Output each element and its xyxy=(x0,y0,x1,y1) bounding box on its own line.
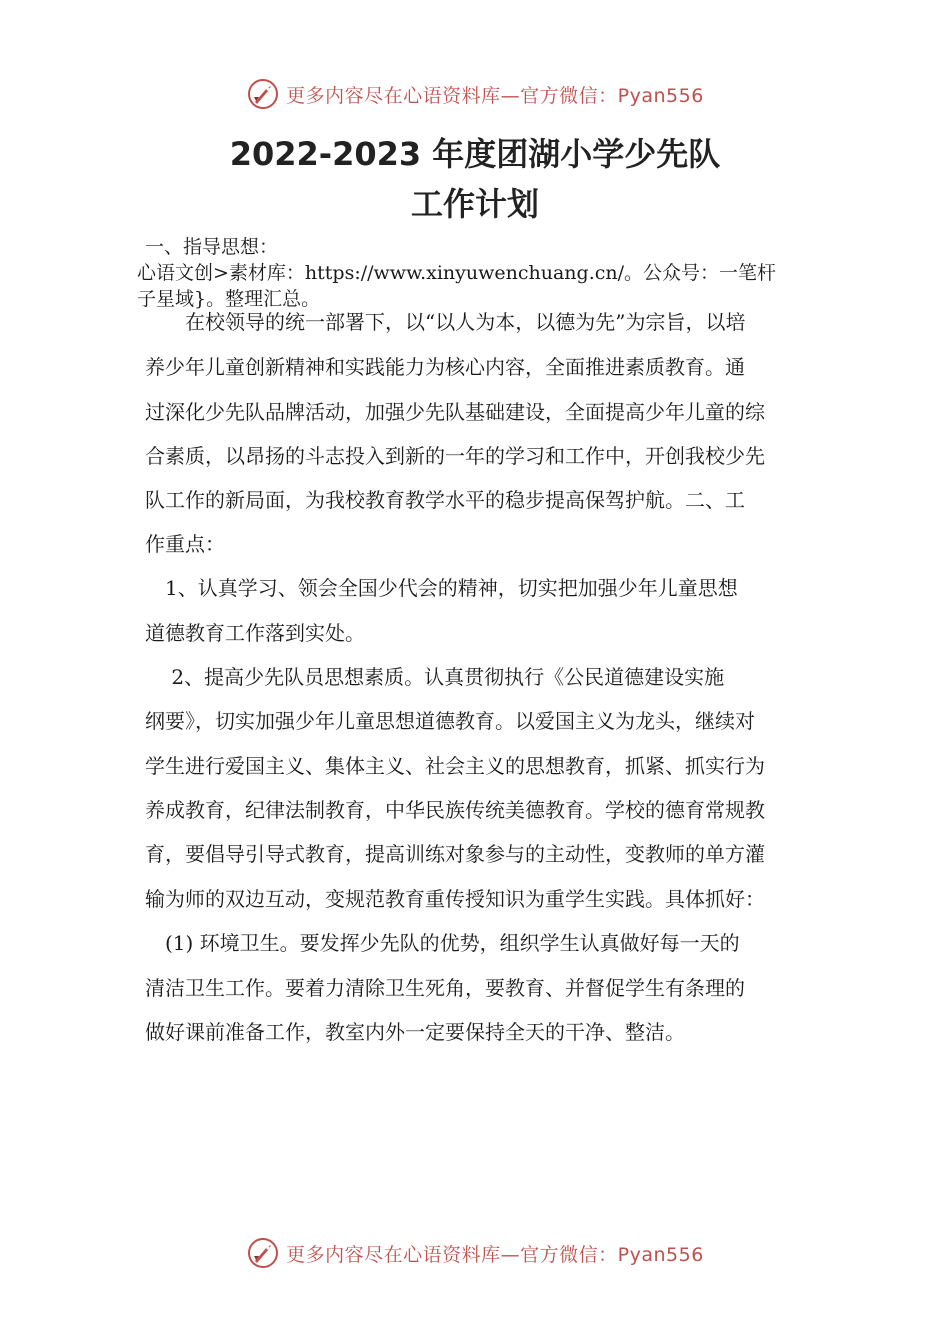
body-line: 过深化少先队品牌活动，加强少先队基础建设，全面提高少年儿童的综 xyxy=(145,400,765,424)
watermark-text: 更多内容尽在心语资料库—官方微信：Pyan556 xyxy=(286,84,704,107)
body-line: 做好课前准备工作，教室内外一定要保持全天的干净、整洁。 xyxy=(145,1020,685,1044)
document-title-line1: 2022-2023 年度团湖小学少先队 xyxy=(229,135,721,173)
body-line: 育，要倡导引导式教育，提高训练对象参与的主动性，变教师的单方灌 xyxy=(145,842,765,866)
body-line: 输为师的双边互动，变规范教育重传授知识为重学生实践。具体抓好： xyxy=(145,887,765,911)
source-note-line1: 心语文创>素材库：https://www.xinyuwenchuang.cn/。公众号：一笔杆 xyxy=(137,262,777,284)
body-line: 清洁卫生工作。要着力清除卫生死角，要教育、并督促学生有条理的 xyxy=(145,976,745,1000)
document-title-line2: 工作计划 xyxy=(410,185,539,223)
body-line: 纲要》，切实加强少年儿童思想道德教育。以爱国主义为龙头，继续对 xyxy=(145,709,755,733)
source-note-line2: 子星域}。整理汇总。 xyxy=(137,288,321,310)
body-line: 1、认真学习、领会全国少代会的精神，切实把加强少年儿童思想 xyxy=(145,576,738,600)
body-line: 2、提高少先队员思想素质。认真贯彻执行《公民道德建设实施 xyxy=(145,665,725,689)
body-line: 队工作的新局面，为我校教育教学水平的稳步提高保驾护航。二、工 xyxy=(145,488,745,512)
body-line: (1) 环境卫生。要发挥少先队的优势，组织学生认真做好每一天的 xyxy=(145,931,740,955)
watermark-banner-bottom xyxy=(0,1233,950,1273)
body-line: 作重点： xyxy=(145,532,225,556)
section-heading: 一、指导思想： xyxy=(145,236,279,258)
watermark-banner-top xyxy=(0,74,950,114)
rocket-logo-icon xyxy=(246,77,280,111)
body-line: 合素质，以昂扬的斗志投入到新的一年的学习和工作中，开创我校少先 xyxy=(145,444,765,468)
body-line: 养少年儿童创新精神和实践能力为核心内容，全面推进素质教育。通 xyxy=(145,355,745,379)
body-line: 养成教育，纪律法制教育，中华民族传统美德教育。学校的德育常规教 xyxy=(145,798,765,822)
rocket-logo-icon xyxy=(246,1236,280,1270)
body-line: 在校领导的统一部署下，以“以人为本，以德为先”为宗旨，以培 xyxy=(145,310,746,334)
watermark-text: 更多内容尽在心语资料库—官方微信：Pyan556 xyxy=(286,1243,704,1266)
body-line: 学生进行爱国主义、集体主义、社会主义的思想教育，抓紧、抓实行为 xyxy=(145,754,765,778)
body-line: 道德教育工作落到实处。 xyxy=(145,621,365,645)
